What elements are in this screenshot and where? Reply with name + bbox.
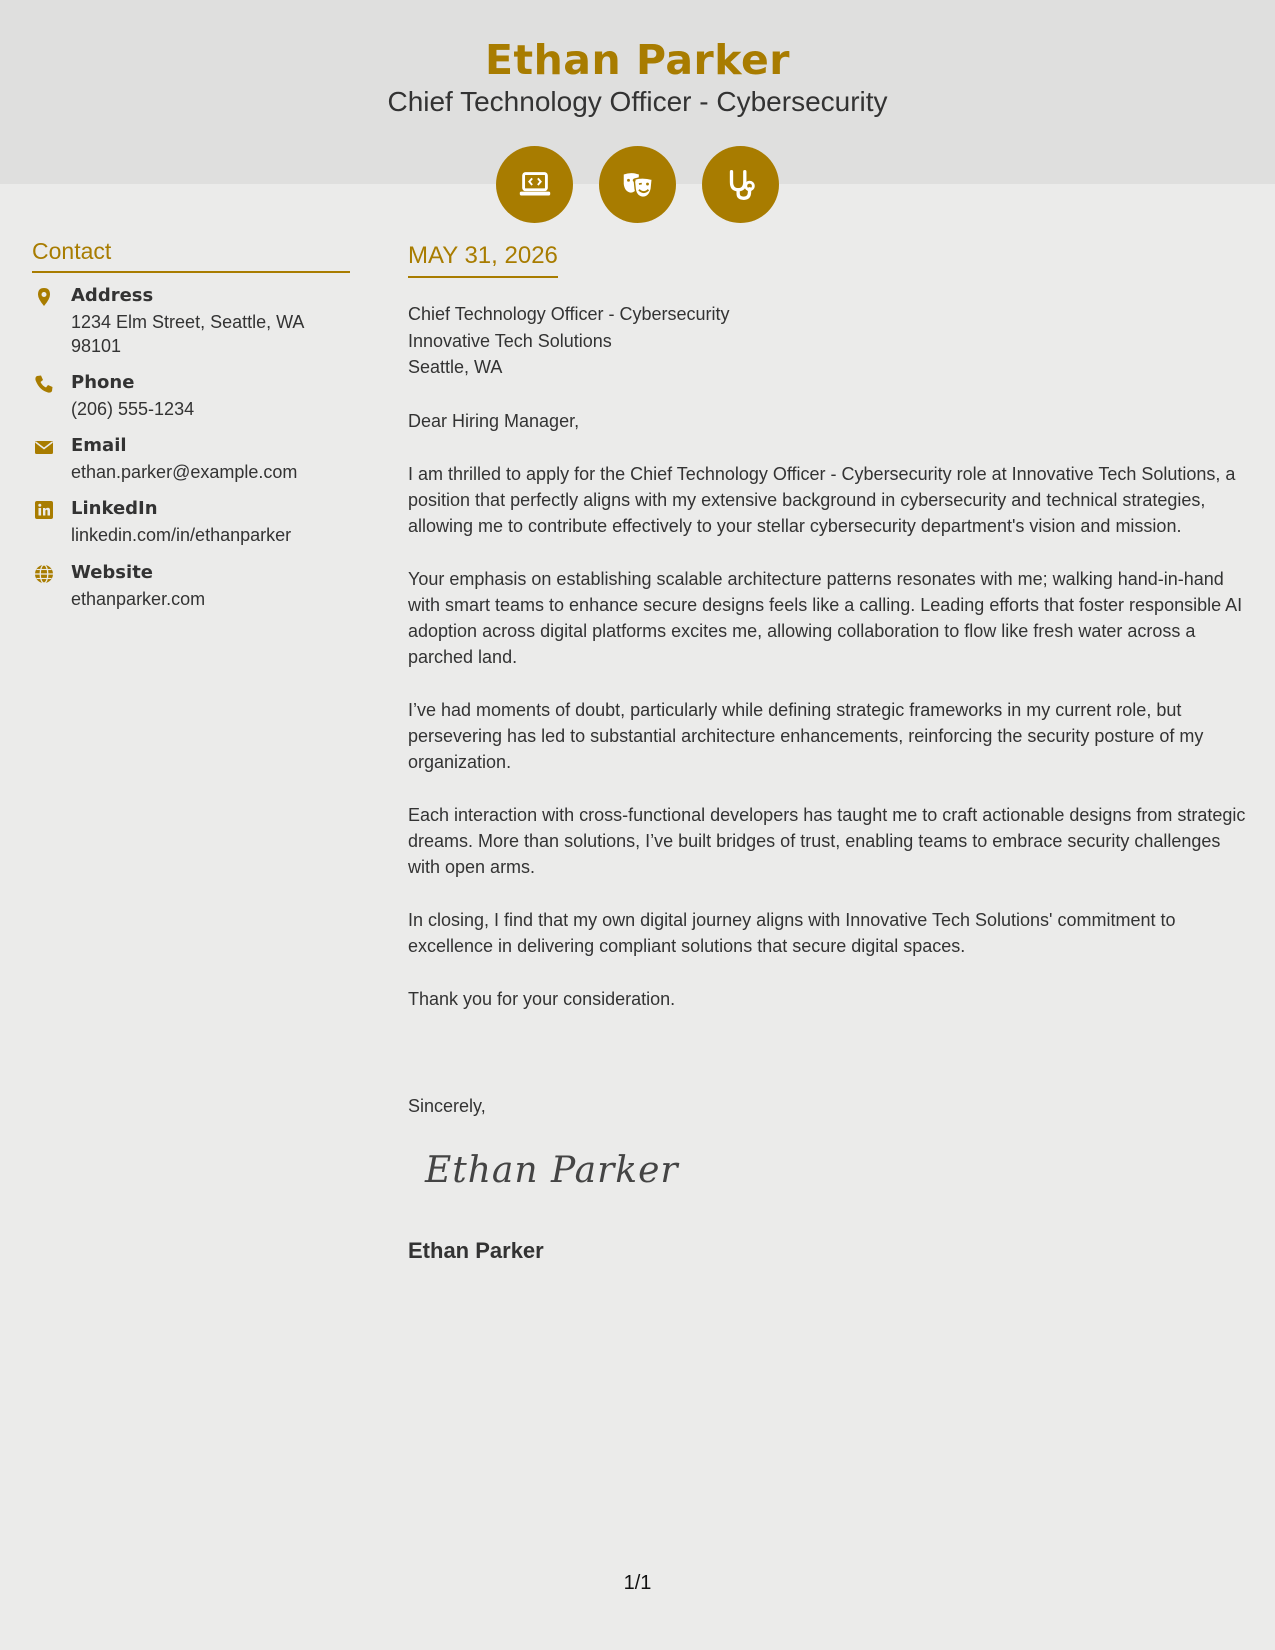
address-value: 1234 Elm Street, Seattle, WA 98101 [71,312,304,356]
recipient-company: Innovative Tech Solutions [408,330,612,351]
page-number: 1/1 [623,1572,652,1594]
paragraph: Your emphasis on establishing scalable architecture patterns resonates with me; walking hand-in-hand with smart teams to enhance secure designs feels like a calling. Leading efforts that foster responsible AI adoption across digital platforms excites me, allowing collaboration to flow like fresh water across a parched land. [408,568,1243,667]
letter-body [408,301,1248,1039]
applicant-name: Ethan Parker [485,36,790,84]
email-label: Email [71,435,127,456]
phone-label: Phone [71,372,135,393]
email-value[interactable]: ethan.parker@example.com [71,462,298,482]
applicant-title: Chief Technology Officer - Cybersecurity [387,86,888,117]
recipient-location: Seattle, WA [408,357,503,377]
paragraph: I am thrilled to apply for the Chief Technology Officer - Cybersecurity role at Innovative Tech Solutions, a position that perfectly aligns with my extensive background in cybersecurity and technical strategies, allowing me to contribute effectively to your stellar cybersecurity department's vision and mission. [408,463,1236,536]
address-label: Address [71,285,154,306]
envelope-icon [34,437,54,457]
paragraph: I’ve had moments of doubt, particularly while defining strategic frameworks in my current role, but persevering has led to substantial architecture enhancements, reinforcing the security posture of my organization. [408,699,1204,772]
recipient-block [408,301,1248,381]
letter-date: MAY 31, 2026 [408,242,558,278]
map-marker-icon [34,287,54,307]
linkedin-label: LinkedIn [71,498,158,519]
salutation: Dear Hiring Manager, [408,410,580,431]
laptop-code-icon [496,146,573,223]
linkedin-value[interactable]: linkedin.com/in/ethanparker [71,525,292,545]
contact-heading: Contact [32,238,350,273]
paragraph: Each interaction with cross-functional developers has taught me to craft actionable designs from strategic dreams. More than solutions, I’ve built bridges of trust, enabling teams to embrace security challenges with open arms. [408,804,1246,877]
website-value[interactable]: ethanparker.com [71,589,206,609]
handwritten-signature: Ethan Parker [425,1150,679,1191]
website-label: Website [71,562,154,583]
closing: Sincerely, [408,1096,486,1116]
linkedin-icon [34,500,54,520]
phone-icon [34,374,54,394]
globe-icon [34,564,54,584]
stethoscope-icon [702,146,779,223]
phone-value: (206) 555-1234 [71,399,195,419]
recipient-position: Chief Technology Officer - Cybersecurity [408,304,730,324]
interest-icons [496,146,779,223]
signer-name: Ethan Parker [408,1238,544,1263]
paragraph: In closing, I find that my own digital journey aligns with Innovative Tech Solutions' commitment to excellence in delivering compliant solutions that secure digital spaces. [408,909,1176,956]
theater-masks-icon [599,146,676,223]
paragraph: Thank you for your consideration. [408,988,676,1009]
